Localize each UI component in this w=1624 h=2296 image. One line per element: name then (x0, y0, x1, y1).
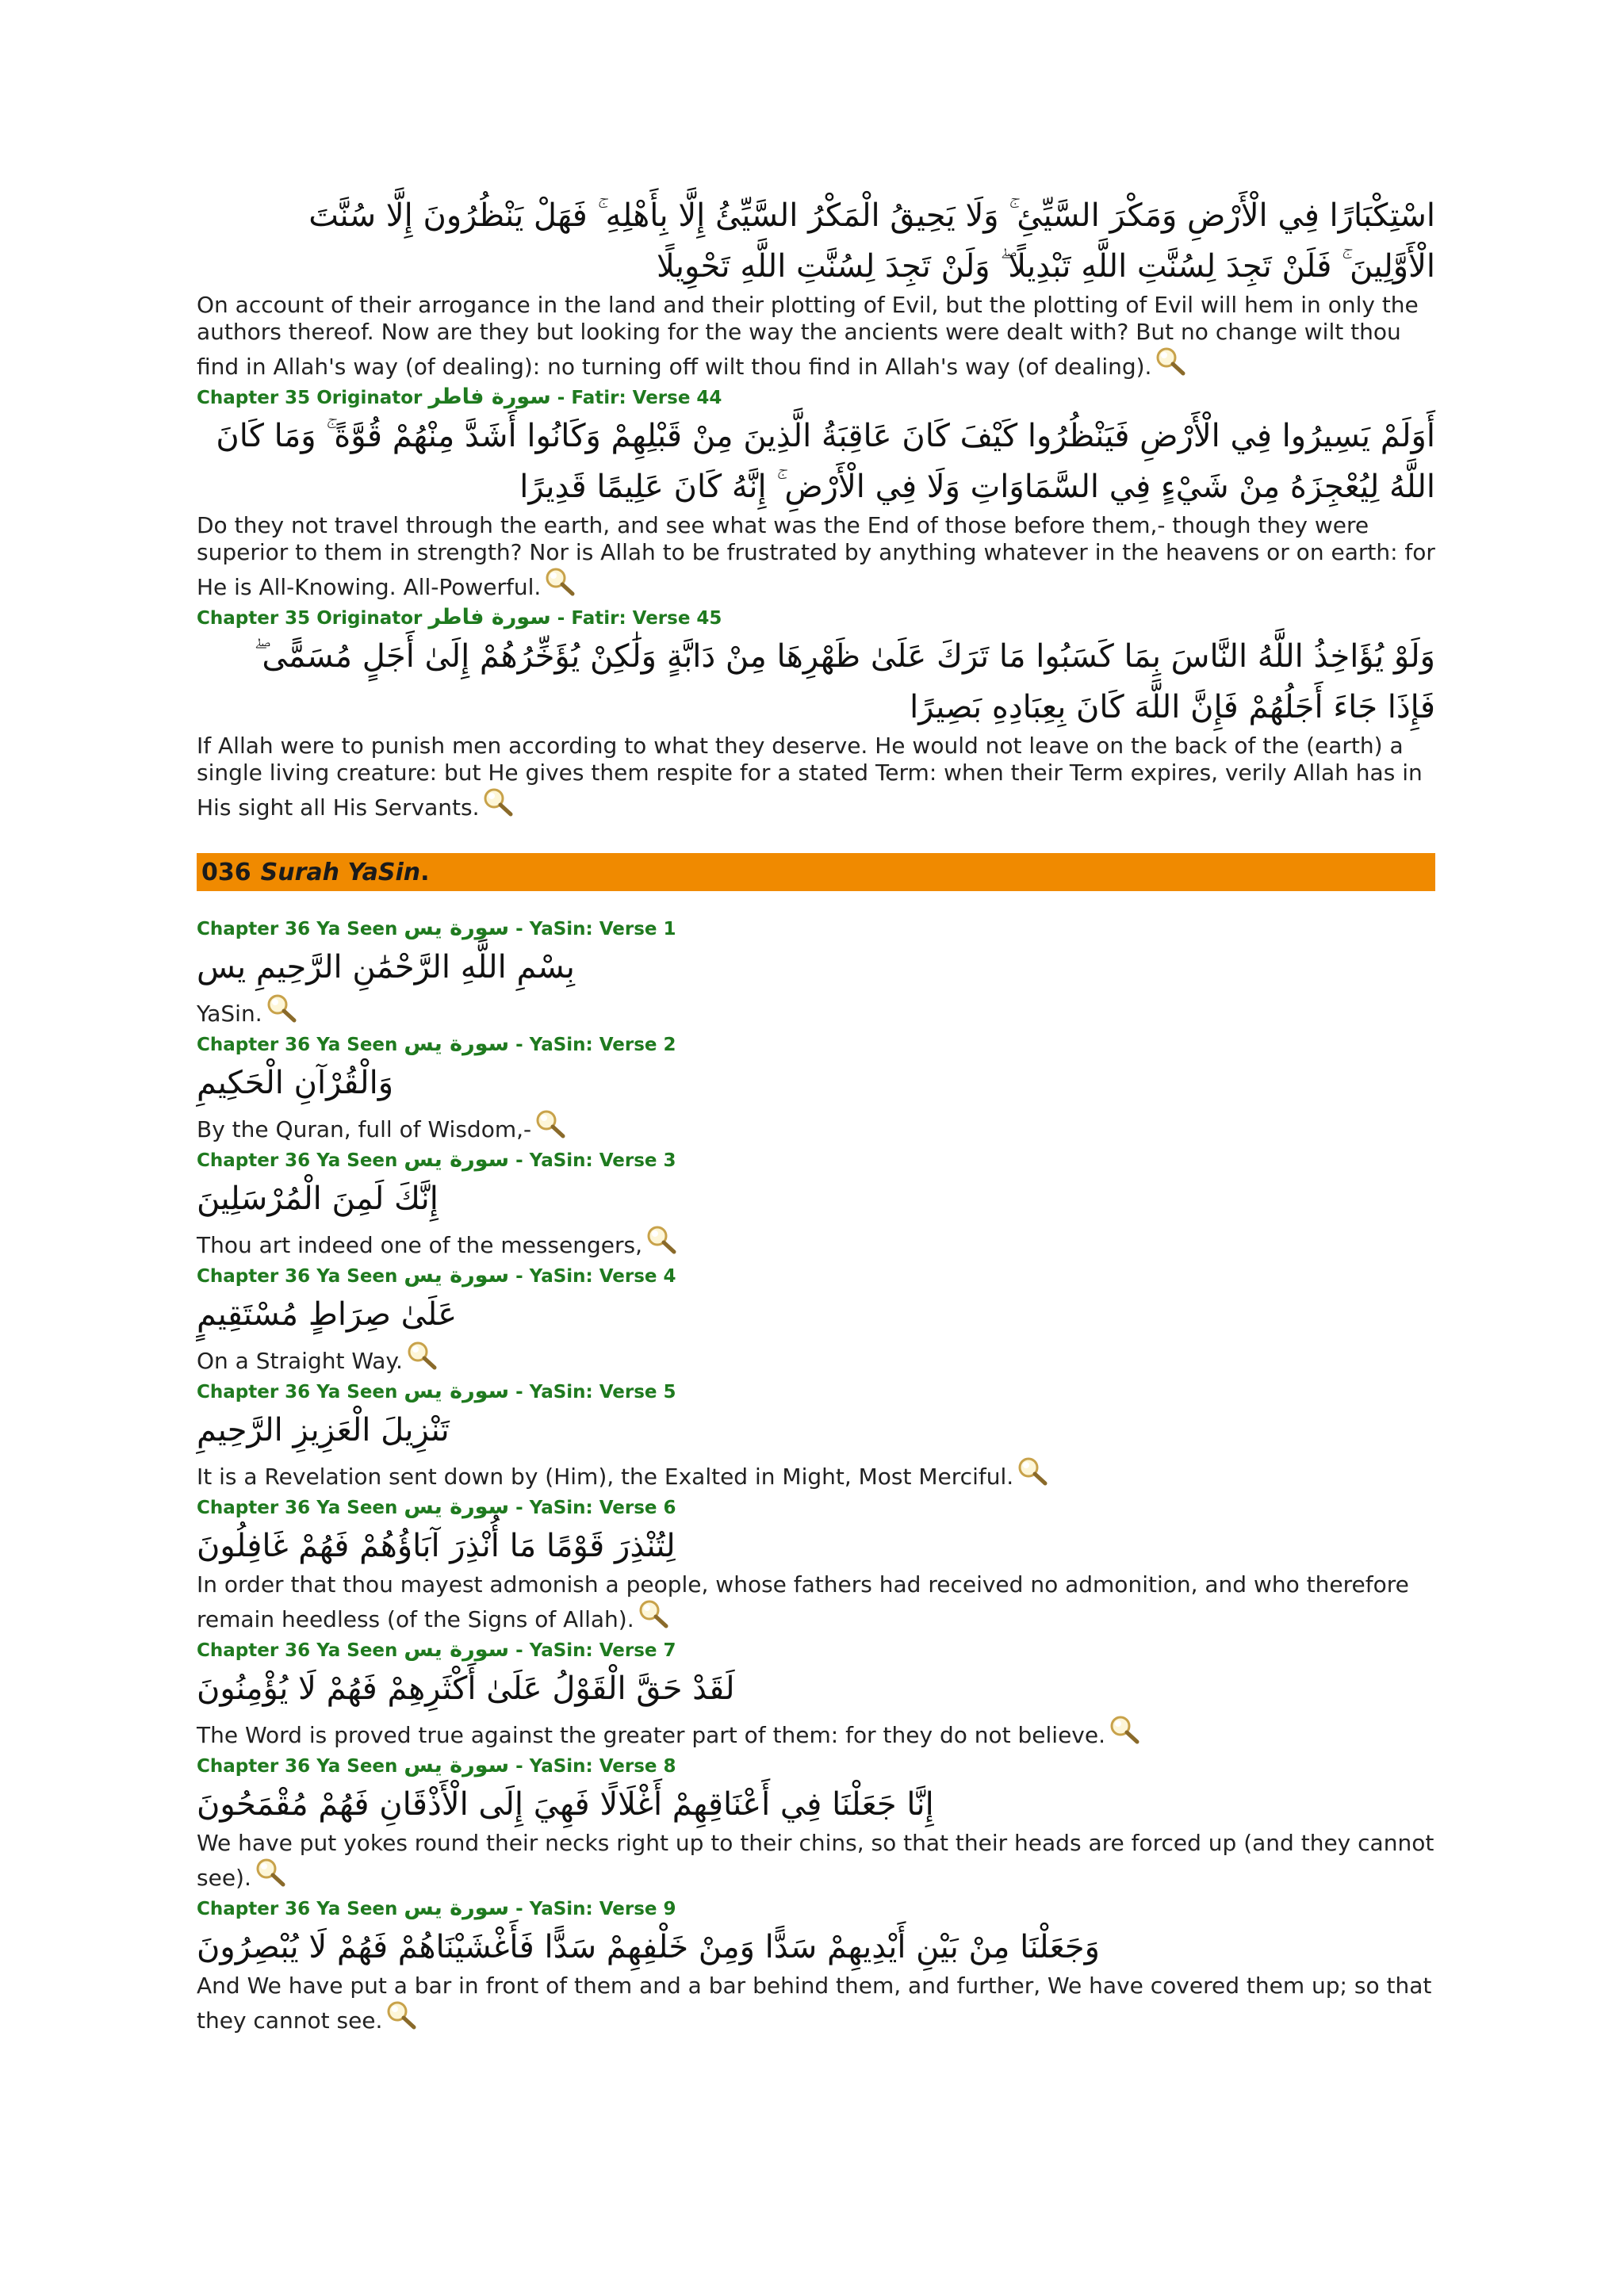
verse-header-arabic: سورة يس (404, 1379, 510, 1403)
translation-body: In order that thou mayest admonish a people, whose fathers had received no admonition, and who therefore remain heedless (of the Signs of Allah). (197, 1571, 1409, 1632)
verse-header-arabic: سورة يس (404, 1031, 510, 1056)
verse-header-arabic: سورة فاطر (428, 605, 551, 629)
verse-header[interactable] (197, 1752, 1435, 1779)
verse-header-suffix: - YaSin: Verse 5 (509, 1382, 676, 1402)
magnifier-icon[interactable] (544, 566, 577, 604)
verse-block (197, 1262, 1435, 1378)
verse-header[interactable] (197, 1146, 1435, 1173)
translation-text (197, 1108, 1435, 1146)
verse-header-prefix: Chapter 36 Ya Seen (197, 1266, 404, 1287)
verse-header[interactable] (197, 915, 1435, 942)
verse-header-prefix: Chapter 35 Originator (197, 608, 429, 629)
verse-top-continuation (197, 190, 1435, 384)
verse-block (197, 1146, 1435, 1262)
verse-header-suffix: - YaSin: Verse 4 (509, 1266, 676, 1287)
verse-header-arabic: سورة يس (404, 1494, 510, 1519)
arabic-text: تَنْزِيلَ الْعَزِيزِ الرَّحِيمِ (197, 1412, 450, 1448)
verse-header-arabic: سورة فاطر (428, 385, 551, 409)
translation-text (197, 512, 1435, 604)
arabic-text: إِنَّا جَعَلْنَا فِي أَعْنَاقِهِمْ أَغْلَالًا فَهِيَ إِلَى الْأَذْقَانِ فَهُمْ مُقْمَحُونَ (197, 1786, 934, 1823)
arabic-wrap (197, 1405, 1435, 1456)
verse-block (197, 1636, 1435, 1752)
translation-text (197, 1973, 1435, 2038)
verse-header-prefix: Chapter 36 Ya Seen (197, 1640, 404, 1661)
magnifier-icon[interactable] (534, 1108, 568, 1146)
arabic-text: الْأَوَّلِينَ ۚ فَلَنْ تَجِدَ لِسُنَّتِ اللَّهِ تَبْدِيلًا ۖ وَلَنْ تَجِدَ لِسُنَّتِ اللَّهِ تَحْوِيلًا (657, 248, 1435, 285)
verse-block (197, 915, 1435, 1031)
chapter-36-verses (197, 915, 1435, 2038)
magnifier-icon[interactable] (482, 786, 515, 825)
verse-header[interactable] (197, 1636, 1435, 1663)
verse-header-arabic: سورة يس (404, 1637, 510, 1662)
verse-header-suffix: - Fatir: Verse 45 (550, 608, 722, 629)
arabic-wrap (197, 1521, 1435, 1571)
verse-header-prefix: Chapter 36 Ya Seen (197, 1756, 404, 1777)
arabic-text: بِسْمِ اللَّهِ الرَّحْمَٰنِ الرَّحِيمِ يس (197, 949, 575, 985)
page-content (197, 190, 1435, 2038)
verse-header-prefix: Chapter 36 Ya Seen (197, 919, 404, 939)
surah-banner-dot: . (420, 858, 430, 886)
verse-header-suffix: - YaSin: Verse 9 (509, 1899, 676, 1919)
verse-block (197, 1378, 1435, 1494)
verse-header[interactable] (197, 1031, 1435, 1058)
verse-header-suffix: - YaSin: Verse 7 (509, 1640, 676, 1661)
translation-text (197, 1830, 1435, 1895)
verse-header-suffix: - YaSin: Verse 2 (509, 1035, 676, 1055)
arabic-wrap (197, 1779, 1435, 1830)
surah-name: Surah YaSin (260, 858, 421, 886)
arabic-wrap (197, 1922, 1435, 1973)
translation-body: Do they not travel through the earth, and see what was the End of those before them,- though they were superior to them in strength? Nor is Allah to be frustrated by anything whatever in the heavens or on earth: for He is All-Knowing. All-Powerful. (197, 512, 1435, 600)
verse-block (197, 604, 1435, 825)
translation-text (197, 1340, 1435, 1378)
translation-body: By the Quran, full of Wisdom,- (197, 1116, 532, 1142)
verse-header-suffix: - YaSin: Verse 6 (509, 1498, 676, 1518)
translation-text (197, 1224, 1435, 1262)
translation-text (197, 292, 1435, 384)
verse-block (197, 1031, 1435, 1146)
translation-body: It is a Revelation sent down by (Him), the Exalted in Might, Most Merciful. (197, 1464, 1014, 1490)
translation-text (197, 1714, 1435, 1752)
arabic-text: وَالْقُرْآنِ الْحَكِيمِ (197, 1065, 394, 1101)
magnifier-icon[interactable] (1017, 1456, 1050, 1494)
verse-header[interactable] (197, 604, 1435, 631)
magnifier-icon[interactable] (645, 1224, 679, 1262)
verse-block (197, 1895, 1435, 2038)
verse-header-prefix: Chapter 36 Ya Seen (197, 1899, 404, 1919)
verse-header-suffix: - Fatir: Verse 44 (550, 388, 722, 408)
arabic-wrap (197, 1058, 1435, 1108)
verse-header-suffix: - YaSin: Verse 8 (509, 1756, 676, 1777)
translation-body: If Allah were to punish men according to what they deserve. He would not leave on the back of the (earth) a single living creature: but He gives them respite for a stated Term: when their Term expires, verily Allah has in His sight all His Servants. (197, 733, 1423, 821)
magnifier-icon[interactable] (255, 1857, 288, 1895)
verse-header[interactable] (197, 1895, 1435, 1922)
verse-block (197, 1752, 1435, 1895)
arabic-text: لَقَدْ حَقَّ الْقَوْلُ عَلَىٰ أَكْثَرِهِمْ فَهُمْ لَا يُؤْمِنُونَ (197, 1670, 735, 1707)
translation-body: Thou art indeed one of the messengers, (197, 1232, 642, 1258)
translation-body: We have put yokes round their necks right up to their chins, so that their heads are forced up (and they cannot see). (197, 1830, 1434, 1891)
magnifier-icon[interactable] (1155, 346, 1188, 384)
verse-header-arabic: سورة يس (404, 1147, 510, 1172)
arabic-text: وَلَوْ يُؤَاخِذُ اللَّهُ النَّاسَ بِمَا كَسَبُوا مَا تَرَكَ عَلَىٰ ظَهْرِهَا مِنْ دَابَّةٍ وَلَٰكِنْ يُؤَخِّرُهُمْ إِلَىٰ أَجَلٍ مُسَمًّى ۖ فَإِذَا جَاءَ أَجَلُهُمْ فَإِنَّ اللَّهَ كَانَ بِعِبَادِهِ بَصِيرًا (254, 638, 1435, 725)
verse-header-prefix: Chapter 35 Originator (197, 388, 429, 408)
chapter-35-verses (197, 384, 1435, 825)
arabic-text: لِتُنْذِرَ قَوْمًا مَا أُنْذِرَ آبَاؤُهُمْ فَهُمْ غَافِلُونَ (197, 1528, 676, 1564)
arabic-text: أَوَلَمْ يَسِيرُوا فِي الْأَرْضِ فَيَنْظُرُوا كَيْفَ كَانَ عَاقِبَةُ الَّذِينَ مِنْ قَبْلِهِمْ وَكَانُوا أَشَدَّ مِنْهُمْ قُوَّةً ۚ وَمَا كَانَ اللَّهُ لِيُعْجِزَهُ مِنْ شَيْءٍ فِي السَّمَاوَاتِ وَلَا فِي الْأَرْضِ ۚ إِنَّهُ كَانَ عَلِيمًا قَدِيرًا (216, 418, 1435, 505)
translation-text (197, 993, 1435, 1031)
magnifier-icon[interactable] (385, 1999, 419, 2038)
translation-body: YaSin. (197, 1001, 262, 1027)
arabic-text: عَلَىٰ صِرَاطٍ مُسْتَقِيمٍ (197, 1296, 458, 1333)
translation-body: The Word is proved true against the greater part of them: for they do not believe. (197, 1722, 1105, 1748)
verse-header[interactable] (197, 1262, 1435, 1289)
verse-header-suffix: - YaSin: Verse 3 (509, 1150, 676, 1171)
translation-text (197, 1456, 1435, 1494)
surah-number: 036 (201, 858, 251, 886)
arabic-wrap (197, 1173, 1435, 1224)
magnifier-icon[interactable] (1109, 1714, 1142, 1752)
verse-block (197, 1494, 1435, 1636)
verse-header[interactable] (197, 1494, 1435, 1521)
verse-header-arabic: سورة يس (404, 916, 510, 940)
magnifier-icon[interactable] (638, 1598, 671, 1636)
verse-header-prefix: Chapter 36 Ya Seen (197, 1382, 404, 1402)
arabic-wrap (197, 1289, 1435, 1340)
translation-text (197, 1571, 1435, 1636)
magnifier-icon[interactable] (266, 993, 299, 1031)
verse-header-arabic: سورة يس (404, 1896, 510, 1920)
surah-banner (197, 853, 1435, 891)
arabic-text: إِنَّكَ لَمِنَ الْمُرْسَلِينَ (197, 1181, 439, 1217)
arabic-wrap (197, 1663, 1435, 1714)
arabic-text: وَجَعَلْنَا مِنْ بَيْنِ أَيْدِيهِمْ سَدًّا وَمِنْ خَلْفِهِمْ سَدًّا فَأَغْشَيْنَاهُمْ فَهُمْ لَا يُبْصِرُونَ (197, 1929, 1100, 1965)
verse-header-prefix: Chapter 36 Ya Seen (197, 1150, 404, 1171)
translation-body: On account of their arrogance in the land and their plotting of Evil, but the plotting of Evil will hem in only the authors thereof. Now are they but looking for the way the ancients were dealt with? But no change wilt thou find in Allah's way (of dealing): no turning off wilt thou find in Allah's way (of dealing). (197, 292, 1419, 380)
verse-block (197, 384, 1435, 604)
verse-header-prefix: Chapter 36 Ya Seen (197, 1035, 404, 1055)
translation-text (197, 733, 1435, 825)
verse-header[interactable] (197, 1378, 1435, 1405)
verse-header[interactable] (197, 384, 1435, 411)
verse-header-arabic: سورة يس (404, 1263, 510, 1288)
translation-body: And We have put a bar in front of them and a bar behind them, and further, We have covered them up; so that they cannot see. (197, 1973, 1432, 2034)
verse-header-prefix: Chapter 36 Ya Seen (197, 1498, 404, 1518)
arabic-text: اسْتِكْبَارًا فِي الْأَرْضِ وَمَكْرَ السَّيِّئِ ۚ وَلَا يَحِيقُ الْمَكْرُ السَّيِّئُ إِلَّا بِأَهْلِهِ ۚ فَهَلْ يَنْظُرُونَ إِلَّا سُنَّتَ (308, 197, 1435, 234)
arabic-wrap (197, 942, 1435, 993)
verse-header-suffix: - YaSin: Verse 1 (509, 919, 676, 939)
translation-body: On a Straight Way. (197, 1348, 403, 1374)
magnifier-icon[interactable] (406, 1340, 439, 1378)
verse-header-arabic: سورة يس (404, 1753, 510, 1777)
